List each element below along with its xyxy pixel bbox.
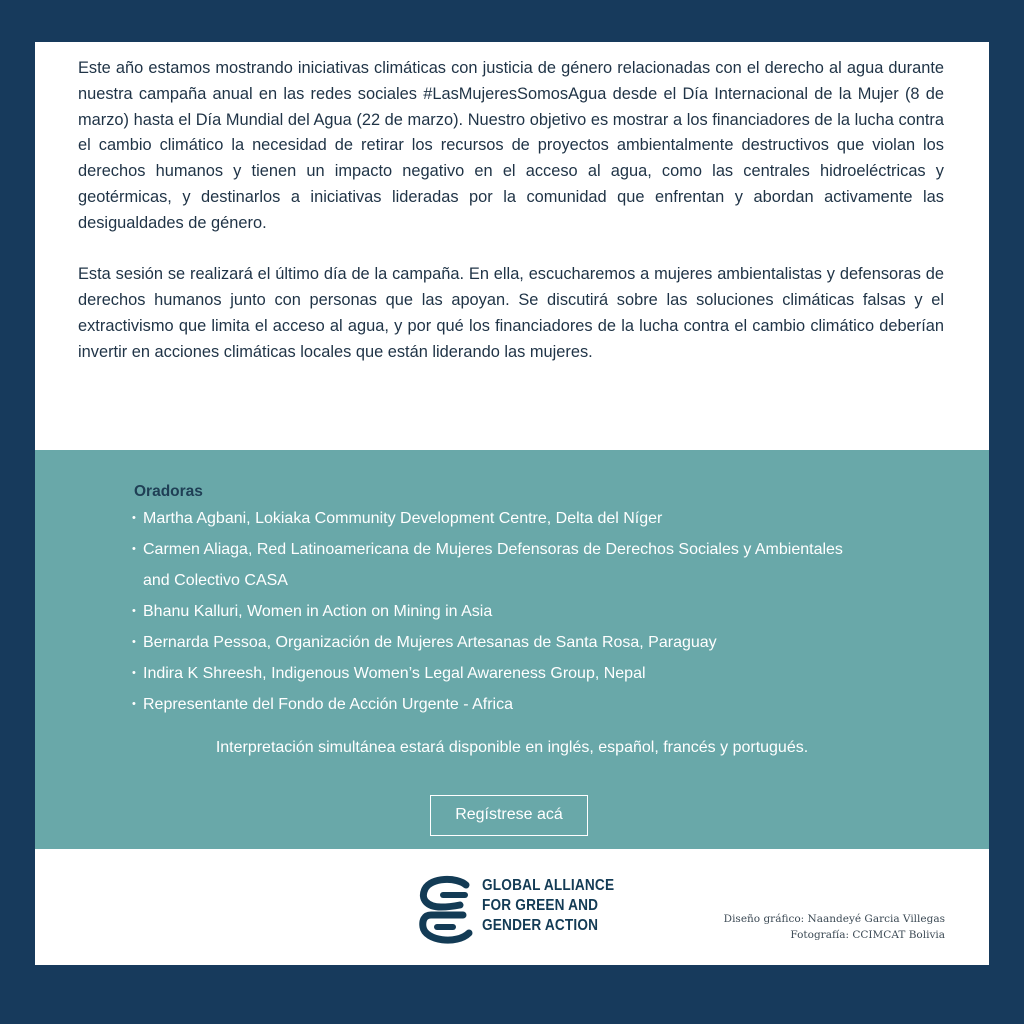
intro-paragraph-1: Este año estamos mostrando iniciativas climáticas con justicia de género relacionadas con el derecho al agua durante nuestra campaña anual en las redes sociales #LasMujeresSomosAgua desde el Día Internacional de la Mujer (8 de marzo) hasta el Día Mundial del Agua (22 de marzo). Nuestro objetivo es mostrar a los financiadores de la lucha contra el cambio climático la necesidad de retirar los recursos de proyectos ambientalmente destructivos que violan los derechos humanos y tienen un impacto negativo en el acceso al agua, como las centrales hidroeléctricas y geotérmicas, y destinarlos a iniciativas lideradas por la comunidad que enfrentan y abordan activamente las desigualdades de género.	[78, 59, 944, 232]
speaker-item: • Bernarda Pessoa, Organización de Mujeres Artesanas de Santa Rosa, Paraguay	[132, 627, 872, 658]
speakers-panel	[35, 450, 989, 849]
intro-paragraph-2: Esta sesión se realizará el último día de la campaña. En ella, escucharemos a mujeres ambientalistas y defensoras de derechos humanos junto con personas que las apoyan. Se discutirá sobre las soluciones climáticas falsas y el extractivismo que limita el acceso al agua, y por qué los financiadores de la lucha contra el cambio climático deberían invertir en acciones climáticas locales que están liderando las mujeres.	[78, 265, 944, 361]
credits	[724, 911, 945, 943]
photo-credit: Fotografía: CCIMCAT Bolivia	[790, 929, 945, 941]
speaker-item: • Indira K Shreesh, Indigenous Women’s Legal Awareness Group, Nepal	[132, 658, 872, 689]
gagga-logo-icon	[419, 875, 473, 947]
logo-line: GENDER ACTION	[482, 917, 599, 934]
speakers-heading: Oradoras	[134, 483, 203, 500]
register-button[interactable]: Regístrese acá	[430, 795, 588, 836]
speaker-item: • Bhanu Kalluri, Women in Action on Mining in Asia	[132, 596, 872, 627]
interpretation-note: Interpretación simultánea estará disponible en inglés, español, francés y portugués.	[215, 739, 809, 756]
speaker-item: • Martha Agbani, Lokiaka Community Development Centre, Delta del Níger	[132, 503, 872, 534]
speaker-item: • Carmen Aliaga, Red Latinoamericana de Mujeres Defensoras de Derechos Sociales y Ambientales and Colectivo CASA	[132, 534, 872, 596]
design-credit: Diseño gráfico: Naandeyé Garcia Villegas	[723, 913, 945, 925]
logo-line: GLOBAL ALLIANCE	[482, 877, 615, 894]
logo-line: FOR GREEN AND	[482, 897, 599, 914]
speakers-list	[132, 503, 872, 720]
event-card	[35, 42, 989, 965]
intro-text	[78, 56, 944, 366]
logo-wordmark	[482, 876, 614, 936]
speaker-item: • Representante del Fondo de Acción Urgente - Africa	[132, 689, 872, 720]
footer	[35, 849, 989, 965]
